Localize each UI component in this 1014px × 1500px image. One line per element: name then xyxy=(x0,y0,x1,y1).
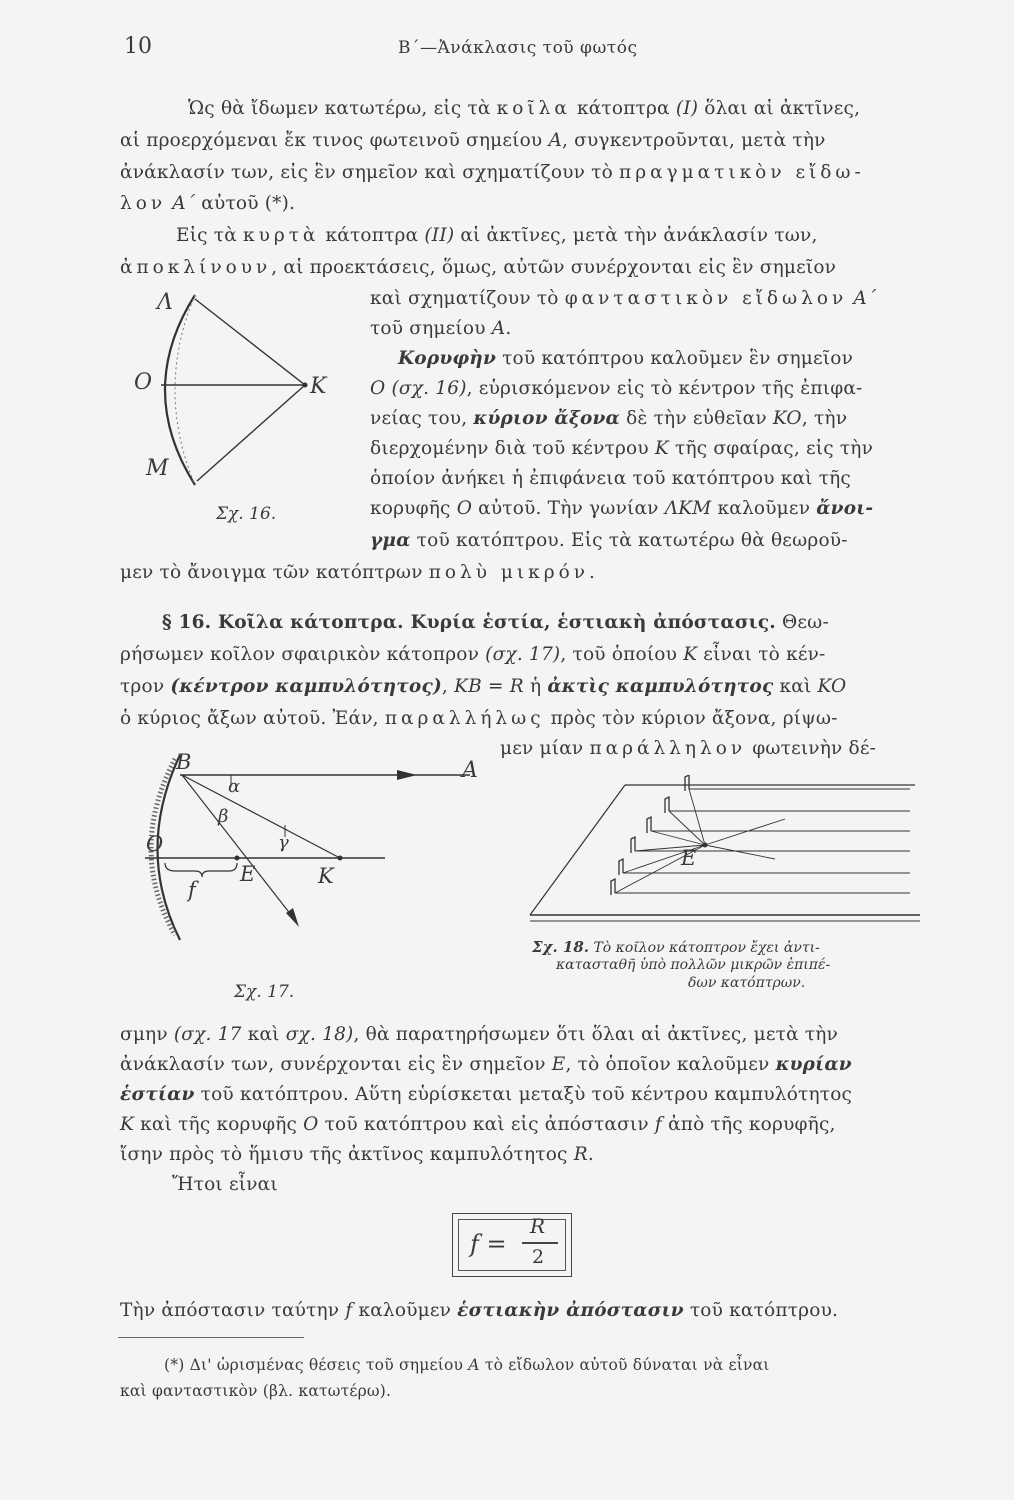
arrow-head xyxy=(397,770,417,780)
section16-line5: μεν μίαν παράλληλον φωτεινὴν δέ- xyxy=(500,738,877,759)
para3-line4: K καὶ τῆς κορυφῆς O τοῦ κατόπτρου καὶ εἰς ἀπόστασιν f ἀπὸ τῆς κορυφῆς, xyxy=(120,1114,836,1135)
fig16-label-L: Λ xyxy=(157,290,173,315)
fig17-label-alpha: α xyxy=(228,776,241,797)
para2-line7: νείας του, κύριον ἄξονα δὲ τὴν εὐθεῖαν KO, τὴν xyxy=(370,408,848,429)
fig18-label-E: E xyxy=(681,846,697,870)
para3-line6: Ἤτοι εἶναι xyxy=(172,1174,278,1195)
section16-line4: ὁ κύριος ἄξων αὐτοῦ. Ἐάν, παραλλήλως πρὸς τὸν κύριον ἄξονα, ρίψω- xyxy=(120,708,838,729)
fig17-label-A: A xyxy=(462,758,478,783)
fig18-caption-line2: κατασταθῆ ὑπὸ πολλῶν μικρῶν ἐπιπέ- xyxy=(556,957,831,973)
focus-point-E xyxy=(703,843,708,848)
para4-line: Τὴν ἀπόστασιν ταύτην f καλοῦμεν ἑστιακὴν ἀπόστασιν τοῦ κατόπτρου. xyxy=(120,1300,839,1321)
board-edge-left xyxy=(530,785,625,915)
section16-line2: ρήσωμεν κοῖλον σφαιρικὸν κάτοπρον (σχ. 17), τοῦ ὁποίου K εἶναι τὸ κέν- xyxy=(120,644,826,665)
para3-line3: ἑστίαν τοῦ κατόπτρου. Αὕτη εὑρίσκεται μεταξὺ τοῦ κέντρου καμπυλότητος xyxy=(120,1084,853,1105)
ray-KL xyxy=(195,299,305,385)
fraction-bar xyxy=(522,1242,558,1244)
convex-mirror-curve xyxy=(165,295,195,485)
para3-line5: ἴσην πρὸς τὸ ἥμισυ τῆς ἀκτῖνος καμπυλότητος R. xyxy=(120,1144,594,1165)
para2-line12: μεν τὸ ἄνοιγμα τῶν κατόπτρων πολὺ μικρόν. xyxy=(120,562,596,583)
radius-KB xyxy=(182,775,340,858)
fig17-label-O: O xyxy=(146,832,164,856)
para1-line4: λον A΄ αὐτοῦ (*). xyxy=(120,193,296,214)
para2-line5: Κορυφὴν τοῦ κατόπτρου καλοῦμεν ἓν σημεῖον xyxy=(398,348,854,369)
fig17-label-beta: β xyxy=(218,806,229,827)
para2-line3: καὶ σχηματίζουν τὸ φανταστικὸν εἴδωλον A΄ xyxy=(370,288,877,309)
footnote-line2: καὶ φανταστικὸν (βλ. κατωτέρω). xyxy=(120,1382,392,1400)
formula-denominator: 2 xyxy=(532,1246,545,1268)
figure-17 xyxy=(125,745,500,945)
page-number: 10 xyxy=(124,34,152,59)
fig18-caption-line3: δων κατόπτρων. xyxy=(688,975,806,991)
mirror-hatching xyxy=(175,295,195,485)
para2-line1: Εἰς τὰ κυρτὰ κάτοπτρα (II) αἱ ἀκτῖνες, μετὰ τὴν ἀνάκλασίν των, xyxy=(176,225,818,246)
para1-line3: ἀνάκλασίν των, εἰς ἓν σημεῖον καὶ σχηματίζουν τὸ πραγματικὸν εἴδω- xyxy=(120,162,865,183)
para1-line2: αἱ προερχόμεναι ἔκ τινος φωτεινοῦ σημείου A, συγκεντροῦνται, μετὰ τὴν xyxy=(120,130,826,151)
para2-line11: γμα τοῦ κατόπτρου. Εἰς τὰ κατωτέρω θὰ θεωροῦ- xyxy=(370,530,848,551)
para2-line2: ἀποκλίνουν, αἱ προεκτάσεις, ὅμως, αὐτῶν συνέρχονται εἰς ἓν σημεῖον xyxy=(120,257,837,278)
footnote-line1: (*) Δι' ὡρισμένας θέσεις τοῦ σημείου A τὸ εἴδωλον αὐτοῦ δύναται νὰ εἶναι xyxy=(164,1356,770,1374)
fig16-caption: Σχ. 16. xyxy=(216,504,277,524)
formula-numerator: R xyxy=(530,1214,546,1238)
para2-line9: ὁποίον ἀνήκει ἡ ἐπιφάνεια τοῦ κατόπτρου καὶ τῆς xyxy=(370,468,851,489)
section16-line3: τρον (κέντρον καμπυλότητος), KB = R ἡ ἀκτὶς καμπυλότητος καὶ KO xyxy=(120,676,847,697)
fig17-label-E: E xyxy=(240,862,256,886)
small-mirrors xyxy=(611,775,689,895)
para2-line8: διερχομένην διὰ τοῦ κέντρου K τῆς σφαίρας, εἰς τὴν xyxy=(370,438,874,459)
parallel-rays xyxy=(615,789,910,893)
fig17-label-K: K xyxy=(318,864,334,888)
figure-18 xyxy=(525,775,925,935)
ray-KM xyxy=(197,385,305,481)
para1-line1: Ὡς θὰ ἴδωμεν κατωτέρω, εἰς τὰ κοῖλα κάτοπτρα (I) ὅλαι αἱ ἀκτῖνες, xyxy=(188,98,861,119)
reflected-rays xyxy=(615,789,785,893)
fig17-caption: Σχ. 17. xyxy=(234,982,295,1002)
fig17-label-B: B xyxy=(176,750,192,774)
para3-line2: ἀνάκλασίν των, συνέρχονται εἰς ἓν σημεῖον E, τὸ ὁποῖον καλοῦμεν κυρίαν xyxy=(120,1054,852,1075)
para3-line1: σμην (σχ. 17 καὶ σχ. 18), θὰ παρατηρήσωμεν ὅτι ὅλαι αἱ ἀκτῖνες, μετὰ τὴν xyxy=(120,1024,839,1045)
fig17-label-gamma: γ xyxy=(278,832,289,853)
point-K xyxy=(338,856,343,861)
fig18-caption: Σχ. 18. Τὸ κοῖλον κάτοπτρον ἔχει ἀντι- xyxy=(532,938,820,956)
para2-line4: τοῦ σημείου A. xyxy=(370,318,512,339)
point-E xyxy=(235,856,240,861)
formula-lhs: f = xyxy=(470,1230,507,1258)
fig16-label-O: O xyxy=(134,370,153,395)
fig16-label-K: K xyxy=(310,374,327,399)
running-title: Β΄—Ἀνάκλασις τοῦ φωτός xyxy=(398,38,638,58)
section16-line1: § 16. Κοῖλα κάτοπτρα. Κυρία ἑστία, ἑστιακὴ ἀπόστασις. Θεω- xyxy=(162,612,829,633)
para2-line6: O (σχ. 16), εὑρισκόμενον εἰς τὸ κέντρον τῆς ἐπιφα- xyxy=(370,378,863,399)
footnote-separator xyxy=(118,1337,304,1338)
fig16-label-M: M xyxy=(146,456,169,481)
para2-line10: κορυφῆς O αὐτοῦ. Τὴν γωνίαν ΛΚΜ καλοῦμεν ἄνοι- xyxy=(370,498,874,519)
center-point-K xyxy=(303,383,308,388)
fig17-label-f: f xyxy=(188,878,196,902)
focal-brace xyxy=(165,863,237,877)
